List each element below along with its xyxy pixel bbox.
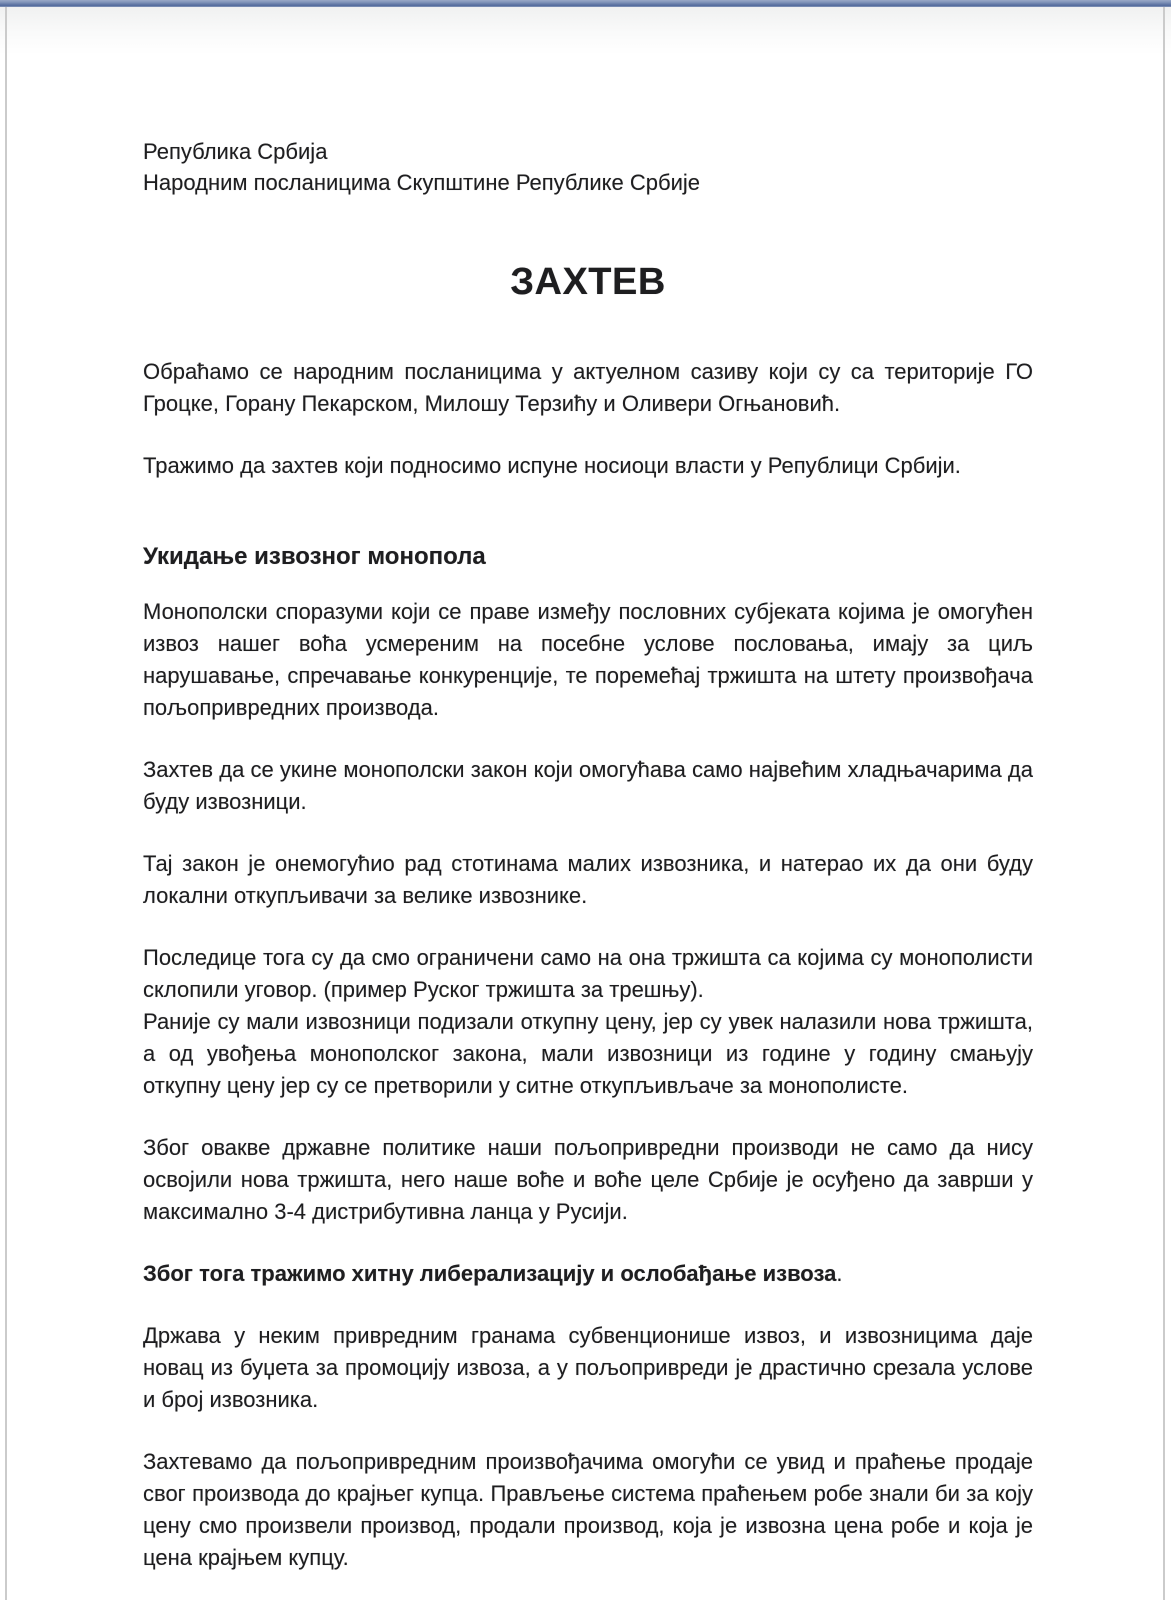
window-top-edge [0,0,1171,7]
paragraph-consequences [143,942,1033,1102]
paragraph-intro-demand: Тражимо да захтев који подносимо испуне носиоци власти у Републици Србији. [143,453,961,478]
paragraph-state-policy: Због овакве државне политике наши пољопривредни производи не само да нису освојили нова тржишта, него наше воће и воће целе Србије је осуђено да заврши у максимално 3-4 дистрибутивна ланца у Русији. [143,1135,1033,1224]
liberalization-demand-period: . [836,1261,843,1286]
paragraph-liberalization-demand [143,1258,1033,1290]
paragraph-consequences-prices: Раније су мали извозници подизали откупну цену, јер су увек налазили нова тржишта, а од увођења монополског закона, мали извозници из године у годину смањују откупну цену јер су се претворили у ситне откупљивљаче за монополисте. [143,1009,1033,1098]
liberalization-demand-bold-text: Због тога тражимо хитну либерализацију и ослобађање извоза [143,1261,837,1286]
addressee-line-assembly: Народним посланицима Скупштине Републике Србије [143,170,701,195]
paragraph-subsidies: Држава у неким привредним гранама субвенционише извоз, и извозницима даје новац из буџета за промоцију извоза, а у пољопривреди је драстично срезала услове и број извозника. [143,1323,1033,1412]
paragraph-consequences-markets: Последице тога су да смо ограничени само на она тржишта са којима су монополисти склопили уговор. (пример Руског тржишта за трешњу). [143,945,1033,1002]
section-heading-export-monopoly: Укидање извозног монопола [143,543,486,570]
paragraph-law-effect: Тај закон је онемогућио рад стотинама малих извозника, и натерао их да они буду локални откупљивачи за велике извознике. [143,851,1033,908]
addressee-line-republic: Република Србија [143,139,328,164]
paragraph-repeal-request: Захтев да се укине монополски закон који омогућава само највећим хладњачарима да буду извозници. [143,757,1033,814]
addressee-block [143,136,1033,198]
paragraph-intro-addressing: Обраћамо се народним посланицима у актуелном сазиву који су са територије ГО Гроцке, Горану Пекарском, Милошу Терзићу и Оливери Огњановић. [143,359,1033,416]
document-title: ЗАХТЕВ [510,261,666,303]
paragraph-monopoly-agreements: Монополски споразуми који се праве између пословних субјеката којима је омогућен извоз нашег воћа усмереним на посебне услове пословања, имају за циљ нарушавање, спречавање конкуренције, те поремећај тржишта на штету произвођача пољопривредних производа. [143,599,1033,720]
paragraph-tracking-request: Захтевамо да пољопривредним произвођачима омогући се увид и праћење продаје свог производа до крајњег купца. Прављење система праћењем робе знали би за коју цену смо произвели производ, продали производ, која је извозна цена робе и која је цена крајњем купцу. [143,1449,1033,1570]
